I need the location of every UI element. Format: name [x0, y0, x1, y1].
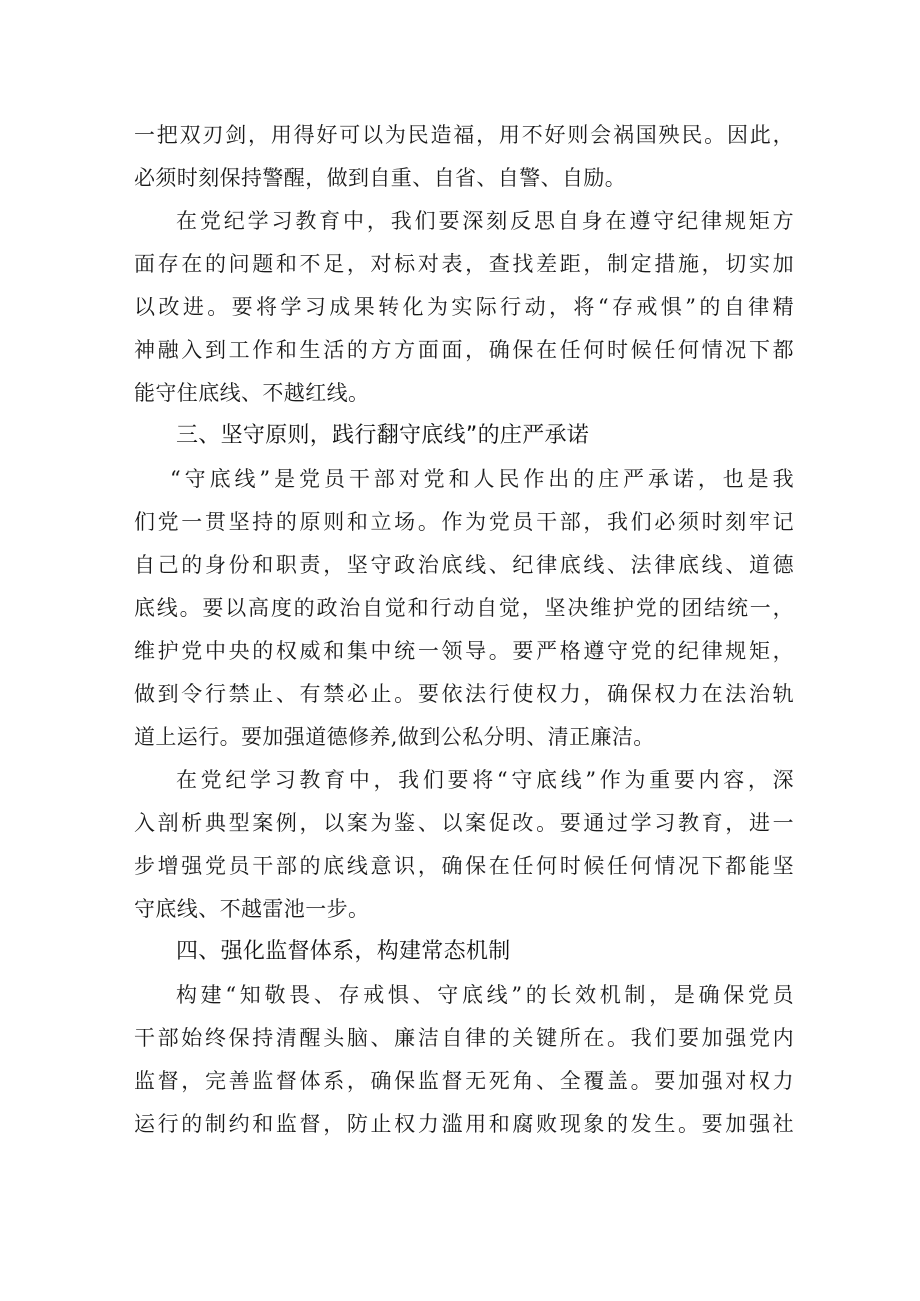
paragraph-line: 步增强党员干部的底线意识，确保在任何时候任何情况下都能坚	[134, 854, 794, 878]
paragraph-line: 道上运行。要加强道德修养,做到公私分明、清正廉洁。	[134, 725, 655, 749]
paragraph-line: 能守住底线、不越红线。	[134, 381, 370, 405]
paragraph-line: “守底线”是党员干部对党和人民作出的庄严承诺，也是我	[170, 467, 794, 491]
paragraph-line: 监督，完善监督体系，确保监督无死角、全覆盖。要加强对权力	[134, 1069, 794, 1093]
paragraph-line: 入剖析典型案例，以案为鉴、以案促改。要通过学习教育，进一	[134, 811, 794, 835]
paragraph-line: 自己的身份和职责，坚守政治底线、纪律底线、法律底线、道德	[134, 553, 794, 577]
paragraph-line: 底线。要以高度的政治自觉和行动自觉，坚决维护党的团结统一，	[134, 596, 794, 620]
paragraph-line: 运行的制约和监督，防止权力滥用和腐败现象的发生。要加强社	[134, 1112, 794, 1136]
paragraph-line: 干部始终保持清醒头脑、廉洁自律的关键所在。我们要加强党内	[134, 1026, 794, 1050]
paragraph-line: 们党一贯坚持的原则和立场。作为党员干部，我们必须时刻牢记	[134, 510, 794, 534]
paragraph-line: 构建“知敬畏、存戒惧、守底线”的长效机制，是确保党员	[176, 983, 794, 1007]
paragraph-line: 在党纪学习教育中，我们要深刻反思自身在遵守纪律规矩方	[176, 209, 794, 233]
paragraph-line: 做到令行禁止、有禁必止。要依法行使权力，确保权力在法治轨	[134, 682, 794, 706]
paragraph-line: 守底线、不越雷池一步。	[134, 897, 370, 921]
paragraph-line: 以改进。要将学习成果转化为实际行动，将“存戒惧”的自律精	[134, 295, 794, 319]
paragraph-line: 一把双刃剑，用得好可以为民造福，用不好则会祸国殃民。因此，	[134, 123, 794, 147]
paragraph-line: 在党纪学习教育中，我们要将“守底线”作为重要内容，深	[176, 768, 794, 792]
paragraph-line: 维护党中央的权威和集中统一领导。要严格遵守党的纪律规矩，	[134, 639, 794, 663]
section-heading: 四、强化监督体系，构建常态机制	[176, 939, 511, 964]
section-heading: 三、坚守原则，践行翻守底线”的庄严承诺	[176, 423, 590, 448]
paragraph-line: 神融入到工作和生活的方方面面，确保在任何时候任何情况下都	[134, 338, 794, 362]
paragraph-line: 必须时刻保持警醒，做到自重、自省、自警、自励。	[134, 166, 627, 190]
paragraph-line: 面存在的问题和不足，对标对表，查找差距，制定措施，切实加	[134, 252, 794, 276]
